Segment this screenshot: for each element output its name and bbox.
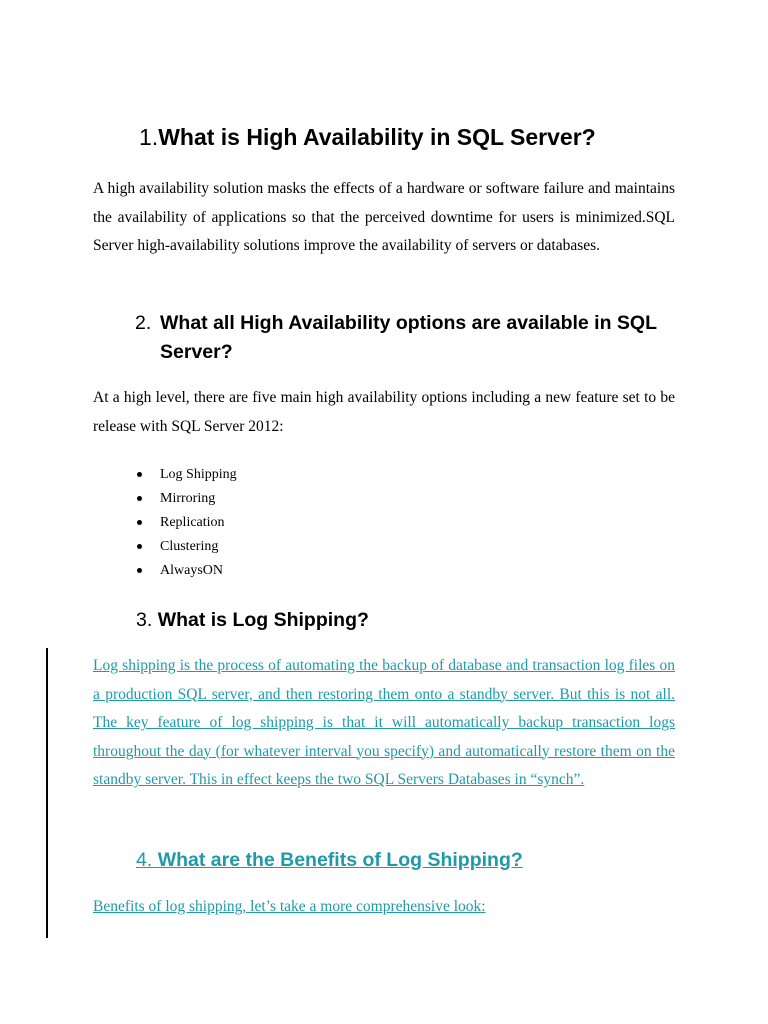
section-1-paragraph: A high availability solution masks the effects of a hardware or software failure and maintains the availability of applications so that the perceived downtime for users is minimized.SQL Server high-availability solutions improve the availability of servers or databases. [93, 180, 675, 254]
change-bar [46, 648, 48, 938]
list-item [137, 463, 237, 487]
bullet-icon [137, 520, 142, 525]
section-3-number: 3. [136, 609, 153, 631]
section-2-paragraph: At a high level, there are five main high availability options including a new feature set to be release with SQL Server 2012: [93, 389, 675, 435]
section-4-heading[interactable] [136, 846, 523, 874]
benefits-link[interactable]: Benefits of log shipping, let’s take a more comprehensive look: [93, 898, 486, 915]
section-1-title: What is High Availability in SQL Server? [158, 124, 596, 150]
section-4-title: What are the Benefits of Log Shipping? [157, 849, 523, 871]
bullet-icon [137, 496, 142, 501]
section-2-title: What all High Availability options are available in SQL Server? [160, 312, 657, 363]
section-4-number: 4. [136, 849, 153, 871]
section-3-heading [136, 606, 369, 634]
log-shipping-link[interactable]: Log shipping is the process of automating the backup of database and transaction log files on a production SQL server, and then restoring them onto a standby server. But this is not all. The key feature of log shipping is that it will automatically backup transaction logs throughout the day (for whatever interval you specify) and automatically restore them on the standby server. This in effect keeps the two SQL Servers Databases in “synch”. [93, 657, 675, 788]
list-item-label: Mirroring [160, 491, 216, 506]
list-item [137, 511, 237, 535]
bullet-icon [137, 568, 142, 573]
bullet-icon [137, 472, 142, 477]
list-item [137, 487, 237, 511]
list-item-label: Log Shipping [160, 467, 237, 482]
section-2-number: 2. [135, 312, 152, 334]
section-1-number: 1. [139, 124, 159, 150]
list-item [137, 559, 237, 583]
section-3-title: What is Log Shipping? [157, 609, 369, 631]
bullet-icon [137, 544, 142, 549]
section-2-heading [135, 309, 675, 367]
list-item-label: Clustering [160, 539, 219, 554]
section-1-heading [139, 122, 596, 152]
list-item [137, 535, 237, 559]
list-item-label: Replication [160, 515, 225, 530]
list-item-label: AlwaysON [160, 563, 223, 578]
ha-options-list [137, 463, 237, 583]
